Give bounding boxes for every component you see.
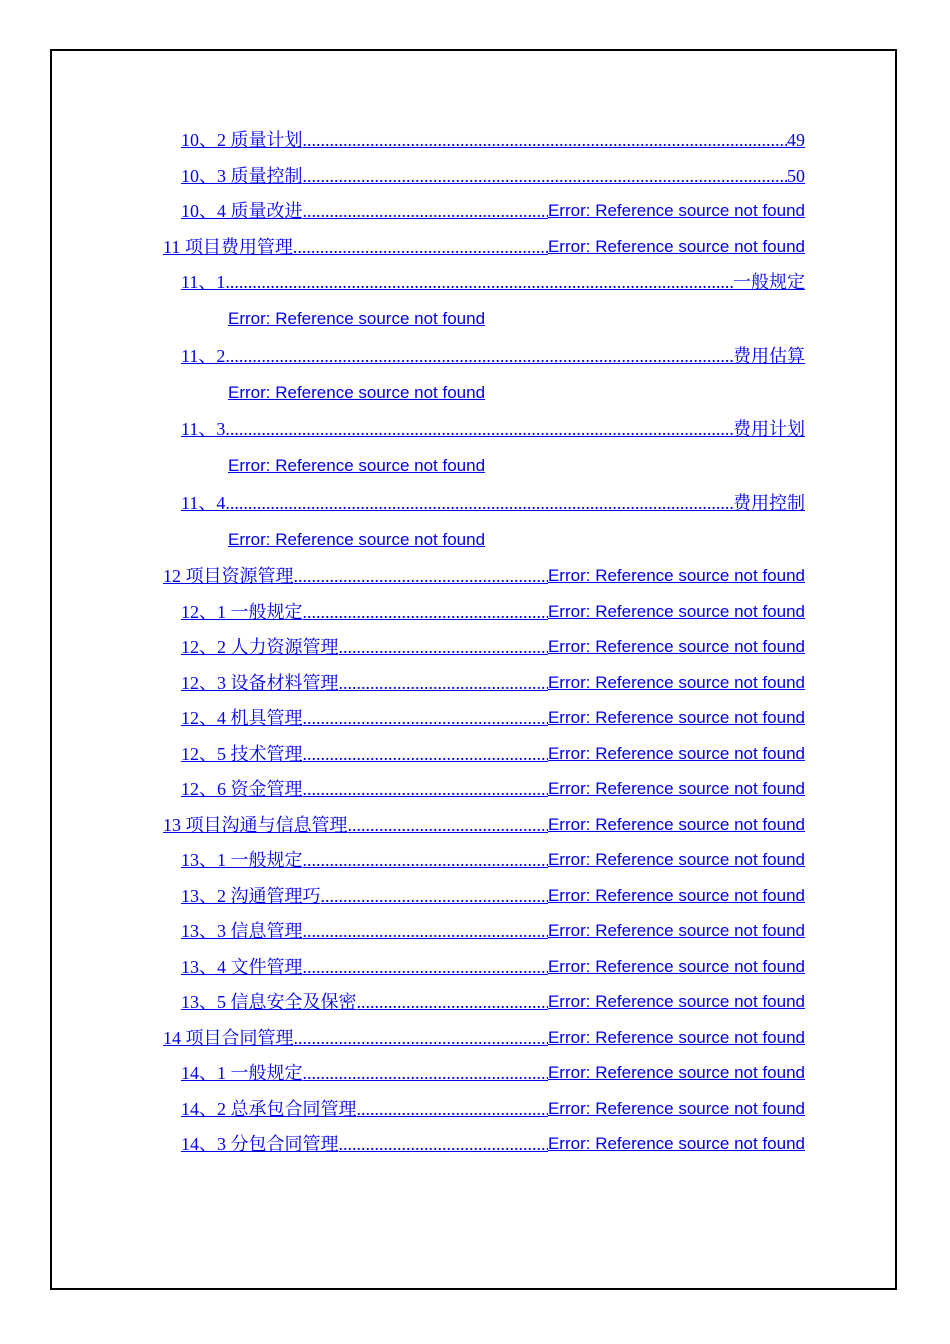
- toc-entry-continuation[interactable]: Error: Reference source not found: [228, 456, 486, 475]
- toc-entry-page: Error: Reference source not found: [547, 992, 805, 1011]
- toc-entry-title: 11、4: [181, 492, 226, 513]
- toc-dot-leader: [303, 601, 548, 623]
- toc-dot-leader: [225, 345, 733, 367]
- toc-entry-page: 费用计划: [733, 419, 805, 439]
- toc-entry-page: 一般规定: [733, 272, 805, 292]
- toc-entry-page: Error: Reference source not found: [547, 850, 805, 869]
- toc-dot-leader: [303, 920, 548, 942]
- toc-entry-title: 14、3 分包合同管理: [181, 1134, 339, 1154]
- toc-dot-leader: [357, 1098, 548, 1120]
- toc-section-entry[interactable]: [181, 741, 805, 765]
- toc-section-entry[interactable]: [181, 599, 805, 623]
- toc-entry-page: Error: Reference source not found: [547, 201, 805, 220]
- toc-section-entry[interactable]: [181, 634, 805, 658]
- toc-entry-title: 12、1 一般规定: [181, 601, 303, 622]
- toc-dot-leader: [303, 129, 788, 151]
- toc-entry-page: 50: [787, 165, 805, 186]
- toc-entry-title: 13、1 一般规定: [181, 850, 303, 870]
- toc-entry-page: 49: [787, 130, 805, 150]
- toc-entry-title: 11、2: [181, 345, 226, 366]
- toc-dot-leader: [339, 1133, 548, 1155]
- toc-entry-page: Error: Reference source not found: [547, 921, 805, 940]
- toc-section-entry[interactable]: [181, 198, 805, 222]
- toc-dot-leader: [303, 956, 548, 978]
- toc-section-entry[interactable]: [181, 847, 805, 871]
- toc-entry-title: 13、5 信息安全及保密: [181, 992, 357, 1012]
- toc-entry-page: Error: Reference source not found: [547, 1134, 805, 1153]
- toc-entry-title: 12、6 资金管理: [181, 779, 303, 799]
- toc-chapter-entry[interactable]: [163, 1025, 805, 1049]
- toc-chapter-entry[interactable]: [163, 563, 805, 587]
- toc-section-entry[interactable]: [181, 776, 805, 800]
- toc-entry-page: Error: Reference source not found: [547, 708, 805, 727]
- toc-entry-title: 10、3 质量控制: [181, 165, 303, 186]
- toc-entry-continuation[interactable]: Error: Reference source not found: [228, 309, 486, 328]
- toc-entry-page: Error: Reference source not found: [547, 672, 805, 692]
- toc-entry-title: 13、4 文件管理: [181, 956, 303, 977]
- toc-dot-leader: [225, 271, 733, 293]
- toc-section-entry[interactable]: [181, 163, 805, 187]
- toc-entry-page: Error: Reference source not found: [547, 1063, 805, 1082]
- toc-entry-page: Error: Reference source not found: [547, 956, 805, 976]
- toc-entry-page: Error: Reference source not found: [547, 566, 805, 585]
- toc-entry-title: 12 项目资源管理: [163, 566, 294, 586]
- toc-entry-continuation[interactable]: Error: Reference source not found: [228, 382, 486, 402]
- toc-entry-title: 11、1: [181, 272, 226, 292]
- toc-entry-title: 14 项目合同管理: [163, 1027, 294, 1048]
- toc-entry-title: 10、4 质量改进: [181, 201, 303, 221]
- toc-entry-continuation[interactable]: Error: Reference source not found: [228, 529, 486, 549]
- toc-dot-leader: [225, 492, 733, 514]
- toc-dot-leader: [303, 778, 548, 800]
- toc-entry-page: Error: Reference source not found: [547, 1027, 805, 1047]
- toc-dot-leader: [293, 236, 548, 258]
- toc-dot-leader: [303, 165, 788, 187]
- toc-section-entry[interactable]: [181, 670, 805, 694]
- toc-dot-leader: [303, 707, 548, 729]
- toc-entry-title: 14、1 一般规定: [181, 1063, 303, 1083]
- toc-dot-leader: [294, 1027, 548, 1049]
- toc-entry-page: Error: Reference source not found: [547, 779, 805, 798]
- toc-entry-page: Error: Reference source not found: [547, 814, 805, 834]
- toc-chapter-entry[interactable]: [163, 812, 805, 836]
- toc-section-entry[interactable]: [181, 490, 805, 514]
- toc-entry-title: 12、5 技术管理: [181, 743, 303, 764]
- toc-section-entry[interactable]: [181, 1060, 805, 1084]
- toc-section-entry[interactable]: [181, 416, 805, 440]
- toc-dot-leader: [339, 636, 548, 658]
- toc-section-entry[interactable]: [181, 1096, 805, 1120]
- toc-dot-leader: [321, 885, 548, 907]
- toc-entry-page: 费用估算: [733, 345, 805, 366]
- toc-section-entry[interactable]: [181, 1131, 805, 1155]
- toc-dot-leader: [294, 565, 548, 587]
- toc-entry-title: 11 项目费用管理: [163, 236, 293, 257]
- toc-dot-leader: [339, 672, 548, 694]
- toc-section-entry[interactable]: [181, 989, 805, 1013]
- toc-entry-title: 13 项目沟通与信息管理: [163, 814, 348, 835]
- toc-dot-leader: [303, 200, 548, 222]
- toc-entry-page: Error: Reference source not found: [547, 236, 805, 256]
- toc-chapter-entry[interactable]: [163, 234, 805, 258]
- toc-section-entry[interactable]: [181, 954, 805, 978]
- toc-dot-leader: [357, 991, 548, 1013]
- toc-dot-leader: [303, 849, 548, 871]
- toc-entry-title: 14、2 总承包合同管理: [181, 1098, 357, 1119]
- toc-entry-title: 12、2 人力资源管理: [181, 637, 339, 657]
- toc-entry-page: 费用控制: [733, 492, 805, 513]
- toc-dot-leader: [348, 814, 548, 836]
- toc-entry-page: Error: Reference source not found: [547, 743, 805, 763]
- toc-section-entry[interactable]: [181, 705, 805, 729]
- toc-entry-page: Error: Reference source not found: [547, 885, 805, 905]
- toc-section-entry[interactable]: [181, 127, 805, 151]
- toc-section-entry[interactable]: [181, 918, 805, 942]
- toc-entry-title: 10、2 质量计划: [181, 130, 303, 150]
- toc-entry-page: Error: Reference source not found: [547, 1098, 805, 1118]
- toc-entry-page: Error: Reference source not found: [547, 637, 805, 656]
- toc-entry-title: 11、3: [181, 419, 226, 439]
- toc-entry-page: Error: Reference source not found: [547, 601, 805, 621]
- toc-dot-leader: [303, 743, 548, 765]
- toc-section-entry[interactable]: [181, 343, 805, 367]
- toc-entry-title: 12、3 设备材料管理: [181, 672, 339, 693]
- toc-entry-title: 12、4 机具管理: [181, 708, 303, 728]
- toc-section-entry[interactable]: [181, 883, 805, 907]
- toc-entry-title: 13、3 信息管理: [181, 921, 303, 941]
- toc-dot-leader: [225, 418, 733, 440]
- toc-dot-leader: [303, 1062, 548, 1084]
- toc-section-entry[interactable]: [181, 269, 805, 293]
- toc-entry-title: 13、2 沟通管理巧: [181, 885, 321, 906]
